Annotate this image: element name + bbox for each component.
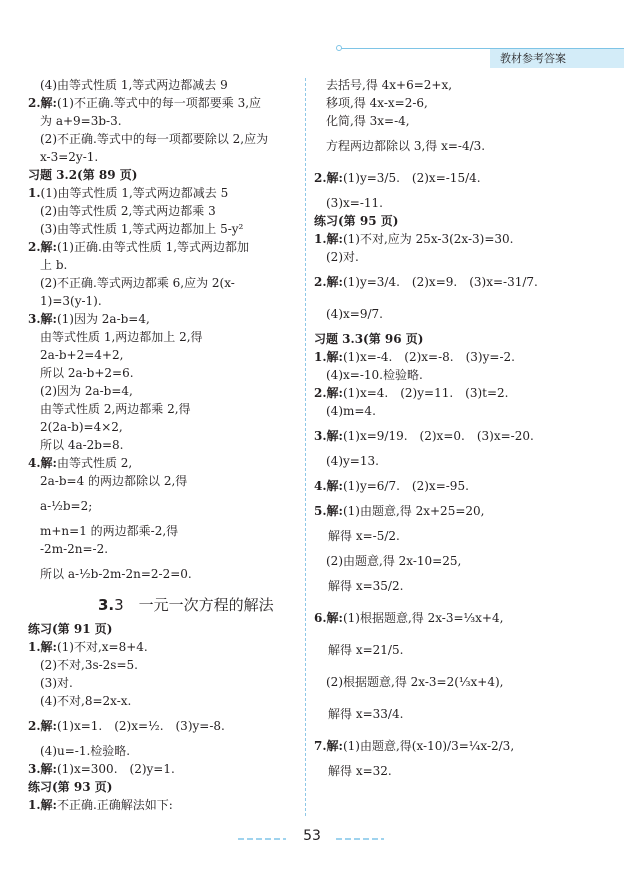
answer-line: 解得 x=35/2. — [328, 579, 404, 593]
answer-line: 1.(1)由等式性质 1,等式两边都减去 5 — [28, 186, 229, 200]
answer-line: 移项,得 4x-x=2-6, — [326, 96, 428, 110]
item-number: 1.解: — [314, 232, 343, 246]
answer-line: (4)m=4. — [326, 404, 376, 418]
header-dot — [336, 45, 342, 51]
answer-line: 3.解:(1)因为 2a-b=4, — [28, 312, 150, 326]
item-number: 3. — [98, 596, 115, 614]
answer-line: 所以 4a-2b=8. — [40, 438, 124, 452]
answer-line: 2a-b=4 的两边都除以 2,得 — [40, 474, 188, 488]
answer-line: 为 a+9=3b-3. — [40, 114, 122, 128]
answer-line: (4)x=9/7. — [326, 307, 383, 321]
answer-line: (4)由等式性质 1,等式两边都减去 9 — [40, 78, 228, 92]
answer-line: 1.解:(1)x=-4. (2)x=-8. (3)y=-2. — [314, 350, 515, 364]
answer-line: (4)x=-10.检验略. — [326, 368, 423, 382]
section-heading: 练习(第 93 页) — [28, 780, 113, 794]
left-column — [28, 76, 300, 814]
item-number: 1.解: — [314, 350, 343, 364]
answer-line: (4)u=-1.检验略. — [40, 744, 131, 758]
answer-line: 所以 2a-b+2=6. — [40, 366, 134, 380]
answer-line: (2)不正确.等式两边都乘 6,应为 2(x- — [40, 276, 235, 290]
page-footer — [0, 828, 624, 848]
section-heading: 练习(第 95 页) — [314, 214, 399, 228]
item-number: 2.解: — [28, 240, 57, 254]
item-number: 2.解: — [28, 719, 57, 733]
answer-line: 1)=3(y-1). — [40, 294, 102, 308]
item-number: 6.解: — [314, 611, 343, 625]
answer-line: 由等式性质 2,两边都乘 2,得 — [40, 402, 191, 416]
running-header: 教材参考答案 — [490, 48, 624, 68]
answer-line: (3)x=-11. — [326, 196, 383, 210]
answer-line: m+n=1 的两边都乘-2,得 — [40, 524, 179, 538]
item-number: 2.解: — [314, 275, 343, 289]
item-number: 2.解: — [28, 96, 57, 110]
answer-line: (3)由等式性质 1,等式两边都加上 5-y² — [40, 222, 244, 236]
item-number: 7.解: — [314, 739, 343, 753]
answer-line: 2.解:(1)x=4. (2)y=11. (3)t=2. — [314, 386, 509, 400]
answer-line: 所以 a-½b-2m-2n=2-2=0. — [40, 567, 192, 581]
answer-line: 1.解:不正确.正确解法如下: — [28, 798, 173, 812]
answer-line: (2)因为 2a-b=4, — [40, 384, 133, 398]
answer-line: 2(2a-b)=4×2, — [40, 420, 123, 434]
answer-line: -2m-2n=-2. — [40, 542, 109, 556]
answer-line: 3.解:(1)x=9/19. (2)x=0. (3)x=-20. — [314, 429, 534, 443]
answer-line: 1.解:(1)不对,x=8+4. — [28, 640, 148, 654]
answer-line: (2)不对,3s-2s=5. — [40, 658, 138, 672]
answer-line: (2)由等式性质 2,等式两边都乘 3 — [40, 204, 216, 218]
section-heading: 练习(第 91 页) — [28, 622, 113, 636]
answer-line: 2.解:(1)x=1. (2)x=½. (3)y=-8. — [28, 719, 225, 733]
answer-line: (2)由题意,得 2x-10=25, — [326, 554, 462, 568]
footer-dots-right — [336, 838, 384, 840]
answer-line: 解得 x=-5/2. — [328, 529, 400, 543]
item-number: 5.解: — [314, 504, 343, 518]
item-number: 1.解: — [28, 640, 57, 654]
item-number: 4.解: — [28, 456, 57, 470]
answer-line: 解得 x=33/4. — [328, 707, 404, 721]
right-column — [314, 76, 604, 780]
column-divider — [305, 78, 306, 816]
answer-line: 化简,得 3x=-4, — [326, 114, 410, 128]
answer-line: 2.解:(1)正确.由等式性质 1,等式两边都加 — [28, 240, 250, 254]
answer-line: 1.解:(1)不对,应为 25x-3(2x-3)=30. — [314, 232, 514, 246]
answer-line: a-½b=2; — [40, 499, 93, 513]
answer-line: 2a-b+2=4+2, — [40, 348, 124, 362]
answer-line: 2.解:(1)不正确.等式中的每一项都要乘 3,应 — [28, 96, 262, 110]
answer-line: 上 b. — [40, 258, 68, 272]
item-number: 1. — [28, 186, 41, 200]
section-heading: 习题 3.2(第 89 页) — [28, 168, 138, 182]
answer-line: 解得 x=21/5. — [328, 643, 404, 657]
answer-line: (2)根据题意,得 2x-3=2(⅓x+4), — [326, 675, 504, 689]
item-number: 1.解: — [28, 798, 57, 812]
answer-line: 3.解:(1)x=300. (2)y=1. — [28, 762, 175, 776]
answer-line: 2.解:(1)y=3/4. (2)x=9. (3)x=-31/7. — [314, 275, 538, 289]
answer-line: (2)不正确.等式中的每一项都要除以 2,应为 — [40, 132, 269, 146]
item-number: 3.解: — [314, 429, 343, 443]
chapter-title: 3.3 一元一次方程的解法 — [98, 596, 274, 614]
header-rule — [340, 48, 490, 49]
answer-line: (2)对. — [326, 250, 359, 264]
answer-line: 由等式性质 1,两边都加上 2,得 — [40, 330, 203, 344]
item-number: 3.解: — [28, 312, 57, 326]
answer-line: (4)不对,8=2x-x. — [40, 694, 132, 708]
answer-line: 7.解:(1)由题意,得(x-10)/3=¼x-2/3, — [314, 739, 515, 753]
item-number: 3.解: — [28, 762, 57, 776]
answer-line: 2.解:(1)y=3/5. (2)x=-15/4. — [314, 171, 481, 185]
answer-line: (3)对. — [40, 676, 73, 690]
answer-line: 4.解:由等式性质 2, — [28, 456, 133, 470]
answer-line: 解得 x=32. — [328, 764, 392, 778]
answer-line: 去括号,得 4x+6=2+x, — [326, 78, 453, 92]
section-heading: 习题 3.3(第 96 页) — [314, 332, 424, 346]
answer-line: (4)y=13. — [326, 454, 379, 468]
item-number: 4.解: — [314, 479, 343, 493]
answer-line: 4.解:(1)y=6/7. (2)x=-95. — [314, 479, 469, 493]
item-number: 2.解: — [314, 386, 343, 400]
page-number: 53 — [303, 828, 321, 844]
footer-dots-left — [238, 838, 286, 840]
item-number: 2.解: — [314, 171, 343, 185]
answer-line: 6.解:(1)根据题意,得 2x-3=⅓x+4, — [314, 611, 504, 625]
answer-line: 方程两边都除以 3,得 x=-4/3. — [326, 139, 486, 153]
answer-line: 5.解:(1)由题意,得 2x+25=20, — [314, 504, 485, 518]
answer-line: x-3=2y-1. — [40, 150, 99, 164]
